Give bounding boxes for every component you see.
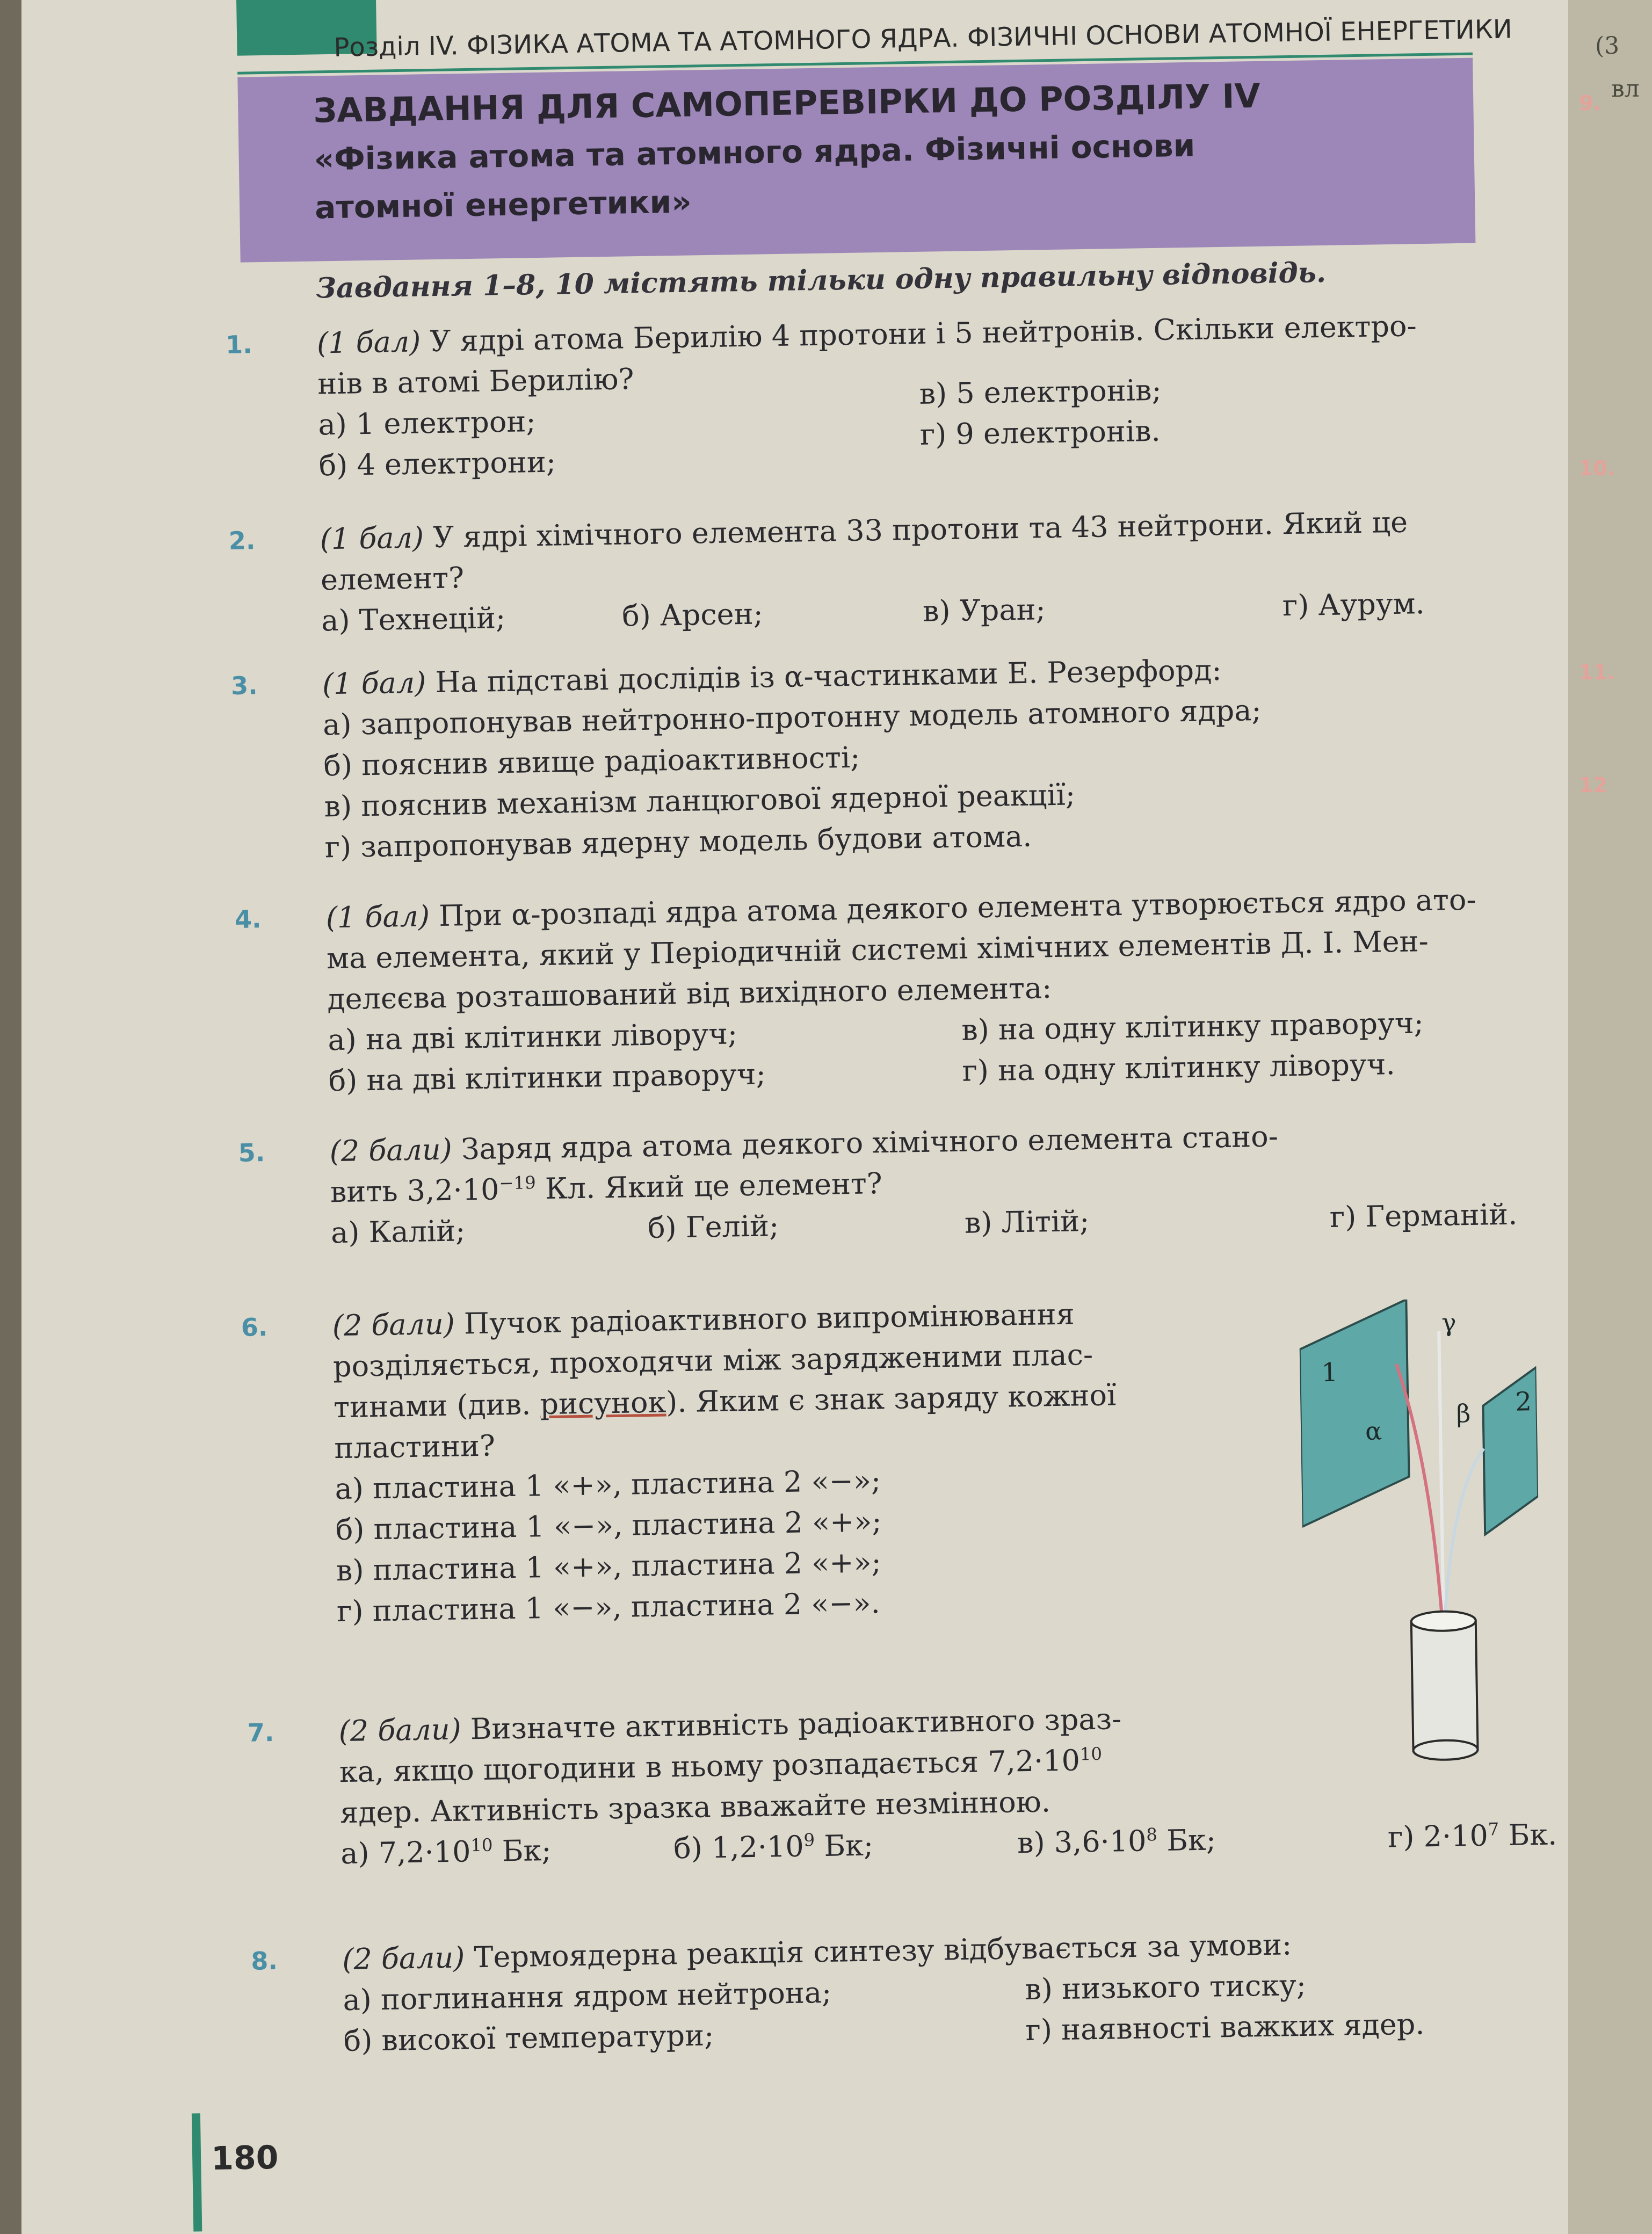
running-header: Розділ IV. ФІЗИКА АТОМА ТА АТОМНОГО ЯДРА. ФІЗИЧНІ ОСНОВИ АТОМНОЇ ЕНЕРГЕТИКИ [334,14,1513,63]
question-text: У ядрі атома Берилію 4 протони і 5 нейтронів. Скільки електро- [420,309,1417,359]
question-text: Заряд ядра атома деякого хімічного елемента стано- [452,1119,1279,1166]
gamma-label: γ [1441,1308,1457,1337]
figure-reference: рисунок [539,1385,666,1421]
page-content [21,0,1568,2233]
adjacent-page-number: 11. [1579,661,1615,684]
question-text: тинами (див. [333,1387,540,1425]
answer-option-d: г) запропонував ядерну модель будови атома. [324,819,1032,865]
adjacent-page-edge [1568,0,1652,2234]
answer-option-d: г) Аурум. [1282,586,1425,623]
answer-option-b: б) високої температури; [343,2018,714,2058]
adjacent-page-number: 12 [1579,773,1607,797]
adjacent-page-number: 9. [1579,91,1601,115]
question-text: Термоядерна реакція синтезу відбувається за умови: [464,1927,1292,1975]
adjacent-page-number: 10. [1579,456,1615,480]
question-text: ядер. Активність зразка вважайте незмінною. [339,1785,1051,1830]
question-text: При α-розпаді ядра атома деякого елемента утворюється ядро ато- [429,882,1477,933]
answer-option-c: в) пояснив механізм ланцюгової ядерної реакції; [324,778,1076,824]
answer-option-c: в) Уран; [922,592,1046,628]
question-8 [250,1920,1568,2063]
answer-option-c: в) низького тиску; [1024,1968,1307,2007]
plate-2-label: 2 [1515,1387,1532,1417]
answer-option-c: в) $3,6\cdot 10^8$ Бк; [1017,1823,1216,1860]
question-points: (2 бали) [338,1712,462,1749]
question-text: ). Яким є знак заряду кожної [665,1378,1117,1419]
section-title-line-3: атомної енергетики» [314,183,692,226]
question-text: делєєва розташований від вихідного елемента: [327,971,1052,1017]
answer-option-d: г) наявності важких ядер. [1025,2007,1425,2048]
question-number: 2. [228,526,256,556]
answer-option-d: г) Германій. [1329,1197,1518,1235]
question-number: 7. [247,1718,274,1747]
question-7 [247,1692,1568,1875]
question-text: На підставі дослідів із α-частинками Е. Резерфорд: [425,653,1222,700]
answer-option-c: в) 5 електронів; [919,373,1162,411]
question-text: Пучок радіоактивного випромінювання [454,1297,1075,1341]
page-number-bar [192,2113,202,2231]
question-text: ма елемента, який у Періодичній системі хімічних елементів Д. І. Мен- [326,924,1429,976]
answer-option-c: в) Літій; [964,1204,1090,1240]
answer-option-a: а) $7,2\cdot 10^{10}$ Бк; [340,1833,552,1871]
question-number: 1. [225,330,253,360]
answer-option-c: в) на одну клітинку праворуч; [961,1006,1424,1047]
question-text: У ядрі хімічного елемента 33 протони та 43 нейтрони. Який це [423,505,1408,555]
plate-1-label: 1 [1321,1357,1338,1388]
answer-option-b: б) на дві клітинки праворуч; [328,1057,766,1098]
page-number: 180 [211,2138,279,2178]
answer-option-b: б) $1,2\cdot 10^9$ Бк; [673,1828,874,1866]
question-4 [234,878,1568,1103]
answer-option-a: а) 1 електрон; [317,404,536,442]
question-text: ка, якщо щогодини в ньому розпадається 7,2·10 [339,1743,1081,1789]
exponent: 10 [1079,1743,1103,1765]
answer-option-d: г) на одну клітинку ліворуч. [962,1047,1396,1088]
answer-option-d: г) 9 електронів. [919,414,1161,452]
question-number: 3. [230,671,258,701]
section-title-line-2: «Фізика атома та атомного ядра. Фізичні основи [314,127,1195,178]
question-text: елемент? [320,561,465,597]
answer-option-a: а) Технецій; [321,600,506,638]
container-top [1411,1611,1476,1631]
answer-option-a: а) пластина 1 «+», пластина 2 «−»; [335,1463,881,1506]
question-text: вить 3,2·10 [330,1172,499,1209]
beta-label: β [1456,1398,1471,1428]
question-text: розділяється, проходячи між зарядженими плас- [332,1337,1093,1384]
question-text: Визначте активність радіоактивного зраз- [461,1702,1122,1746]
textbook-page [21,0,1568,2234]
question-5 [238,1112,1568,1254]
question-points: (2 бали) [342,1940,465,1977]
answer-option-a: а) поглинання ядром нейтрона; [343,1975,832,2018]
plate-1 [1299,1300,1410,1527]
section-title-box [237,58,1475,263]
answer-option-a: а) запропонував нейтронно-протонну модель атомного ядра; [322,693,1262,742]
adjacent-page-text: (3 [1595,32,1620,60]
exponent: −19 [499,1172,536,1194]
question-text: Кл. Який це елемент? [535,1166,883,1206]
question-text: нів в атомі Берилію? [317,362,634,401]
question-2 [228,499,1562,642]
answer-option-c: в) пластина 1 «+», пластина 2 «+»; [336,1545,882,1588]
answer-option-b: б) пластина 1 «−», пластина 2 «+»; [335,1504,882,1547]
question-number: 5. [238,1138,265,1167]
question-number: 8. [250,1946,278,1976]
answer-option-b: б) Гелій; [647,1209,779,1245]
question-points: (1 бал) [320,520,424,556]
question-number: 6. [241,1312,268,1342]
answer-option-b: б) 4 електрони; [318,445,556,483]
question-points: (2 бали) [329,1132,453,1169]
instructions: Завдання 1–8, 10 містять тільки одну правильну відповідь. [316,256,1327,305]
answer-option-d: г) $2\cdot 10^7$ Бк. [1387,1817,1557,1854]
answer-option-a: а) на дві клітинки ліворуч; [327,1017,738,1057]
question-points: (2 бали) [332,1307,455,1343]
question-3 [230,644,1566,869]
question-points: (1 бал) [316,324,421,360]
question-text: пластини? [334,1428,496,1466]
question-1 [225,303,1560,487]
question-points: (1 бал) [322,665,426,701]
section-title-line-1: ЗАВДАННЯ ДЛЯ САМОПЕРЕВІРКИ ДО РОЗДІЛУ IV [313,76,1261,130]
question-number: 4. [234,904,262,934]
answer-option-b: б) пояснив явище радіоактивності; [323,740,860,783]
answer-option-b: б) Арсен; [621,597,764,633]
alpha-label: α [1365,1416,1382,1446]
answer-option-d: г) пластина 1 «−», пластина 2 «−». [336,1586,881,1629]
question-points: (1 бал) [325,899,430,935]
answer-option-a: а) Калій; [330,1214,466,1250]
adjacent-page-text: вл [1611,75,1640,103]
